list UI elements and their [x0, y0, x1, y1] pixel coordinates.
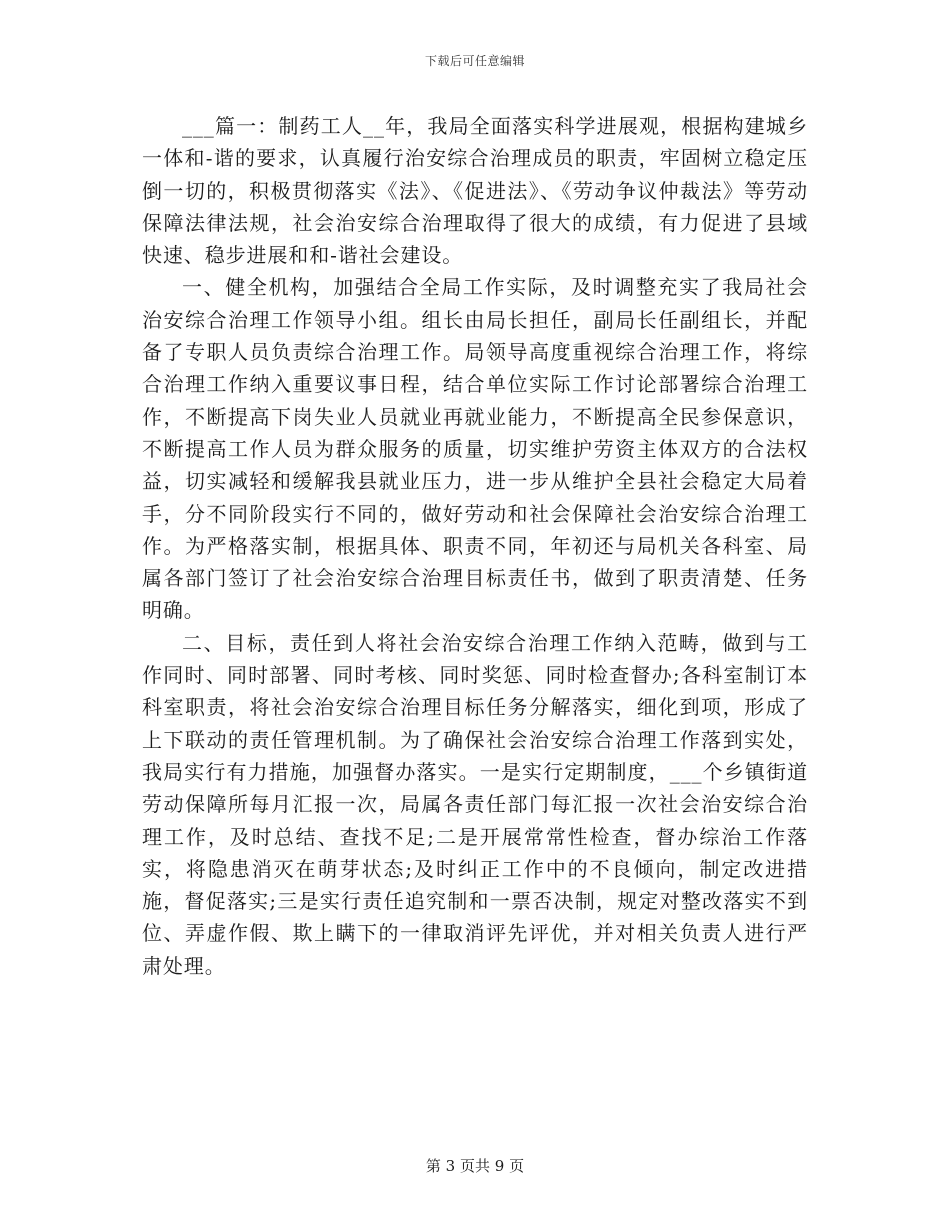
paragraph-section-one: 一、健全机构，加强结合全局工作实际，及时调整充实了我局社会治安综合治理工作领导小组。组长由局长担任，副局长任副组长，并配备了专职人员负责综合治理工作。局领导高度重视综合治理工作，将综合治理工作纳入重要议事日程，结合单位实际工作讨论部署综合治理工作，不断提高下岗失业人员就业再就业能力，不断提高全民参保意识，不断提高工作人员为群众服务的质量，切实维护劳资主体双方的合法权益，切实减轻和缓解我县就业压力，进一步从维护全县社会稳定大局着手，分不同阶段实行不同的，做好劳动和社会保障社会治安综合治理工作。为严格落实制，根据具体、职责不同，年初还与局机关各科室、局属各部门签订了社会治安综合治理目标责任书，做到了职责清楚、任务明确。: [142, 275, 808, 623]
paragraph-section-two: 二、目标，责任到人将社会治安综合治理工作纳入范畴，做到与工作同时、同时部署、同时考核、同时奖惩、同时检查督办;各科室制订本科室职责，将社会治安综合治理目标任务分解落实，细化到项，形成了上下联动的责任管理机制。为了确保社会治安综合治理工作落到实处，我局实行有力措施，加强督办落实。一是实行定期制度，___个乡镇街道劳动保障所每月汇报一次，局属各责任部门每汇报一次社会治安综合治理工作，及时总结、查找不足;二是开展常常性检查，督办综治工作落实，将隐患消灭在萌芽状态;及时纠正工作中的不良倾向，制定改进措施，督促落实;三是实行责任追究制和一票否决制，规定对整改落实不到位、弄虚作假、欺上瞒下的一律取消评先评优，并对相关负责人进行严肃处理。: [142, 630, 808, 978]
paragraph-intro: ___篇一：制药工人__年，我局全面落实科学进展观，根据构建城乡一体和-谐的要求，认真履行治安综合治理成员的职责，牢固树立稳定压倒一切的，积极贯彻落实《法》、《促进法》、《劳动争议仲裁法》等劳动保障法律法规，社会治安综合治理取得了很大的成绩，有力促进了县域快速、稳步进展和和-谐社会建设。: [142, 114, 808, 268]
document-body: [142, 110, 808, 982]
page-header: 下载后可任意编辑: [424, 54, 525, 68]
page-number-footer: 第 3 页共 9 页: [425, 1157, 525, 1175]
